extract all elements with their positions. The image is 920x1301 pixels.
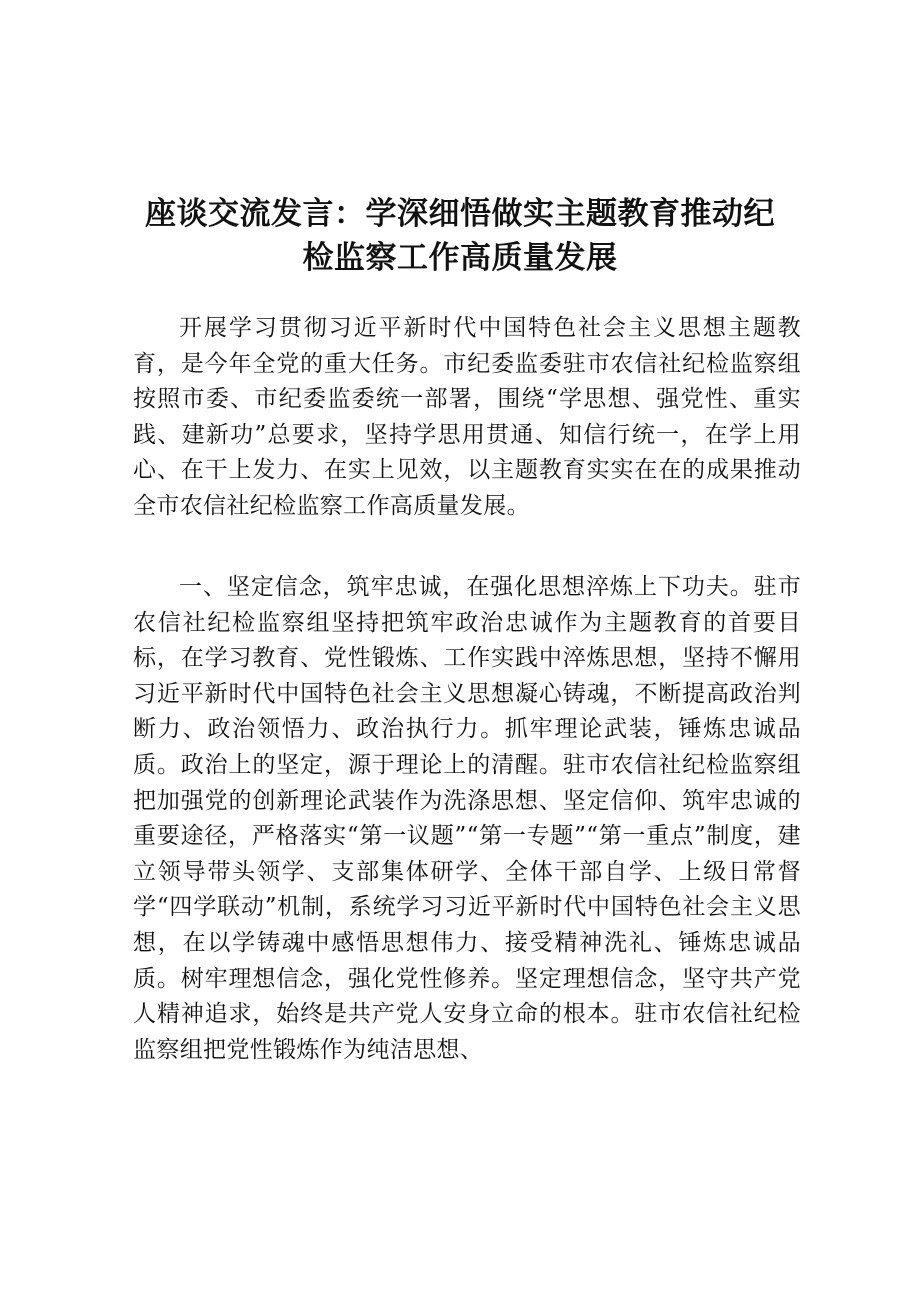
paragraph-section-one: 一、坚定信念，筑牢忠诚，在强化思想淬炼上下功夫。驻市农信社纪检监察组坚持把筑牢政治忠诚作为主题教育的首要目标，在学习教育、党性锻炼、工作实践中淬炼思想，坚持不懈用习近平新时代中国特色社会主义思想凝心铸魂，不断提高政治判断力、政治领悟力、政治执行力。抓牢理论武装，锤炼忠诚品质。政治上的坚定，源于理论上的清醒。驻市农信社纪检监察组把加强党的创新理论武装作为洗涤思想、坚定信仰、筑牢忠诚的重要途径，严格落实“第一议题”“第一专题”“第一重点”制度，建立领导带头领学、支部集体研学、全体干部自学、上级日常督学“四学联动”机制，系统学习习近平新时代中国特色社会主义思想，在以学铸魂中感悟思想伟力、接受精神洗礼、锤炼忠诚品质。树牢理想信念，强化党性修养。坚定理想信念，坚守共产党人精神追求，始终是共产党人安身立命的根本。驻市农信社纪检监察组把党性锻炼作为纯洁思想、 (133, 574, 801, 1063)
title-line-2: 检监察工作高质量发展 (302, 240, 618, 276)
title-line-1: 座谈交流发言：学深细悟做实主题教育推动纪 (145, 196, 775, 232)
paragraph-intro: 开展学习贯彻习近平新时代中国特色社会主义思想主题教育，是今年全党的重大任务。市纪委监委驻市农信社纪检监察组按照市委、市纪委监委统一部署，围绕“学思想、强党性、重实践、建新功”总要求，坚持学思用贯通、知信行统一，在学上用心、在干上发力、在实上见效，以主题教育实实在在的成果推动全市农信社纪检监察工作高质量发展。 (133, 315, 801, 519)
document-title (130, 192, 790, 280)
